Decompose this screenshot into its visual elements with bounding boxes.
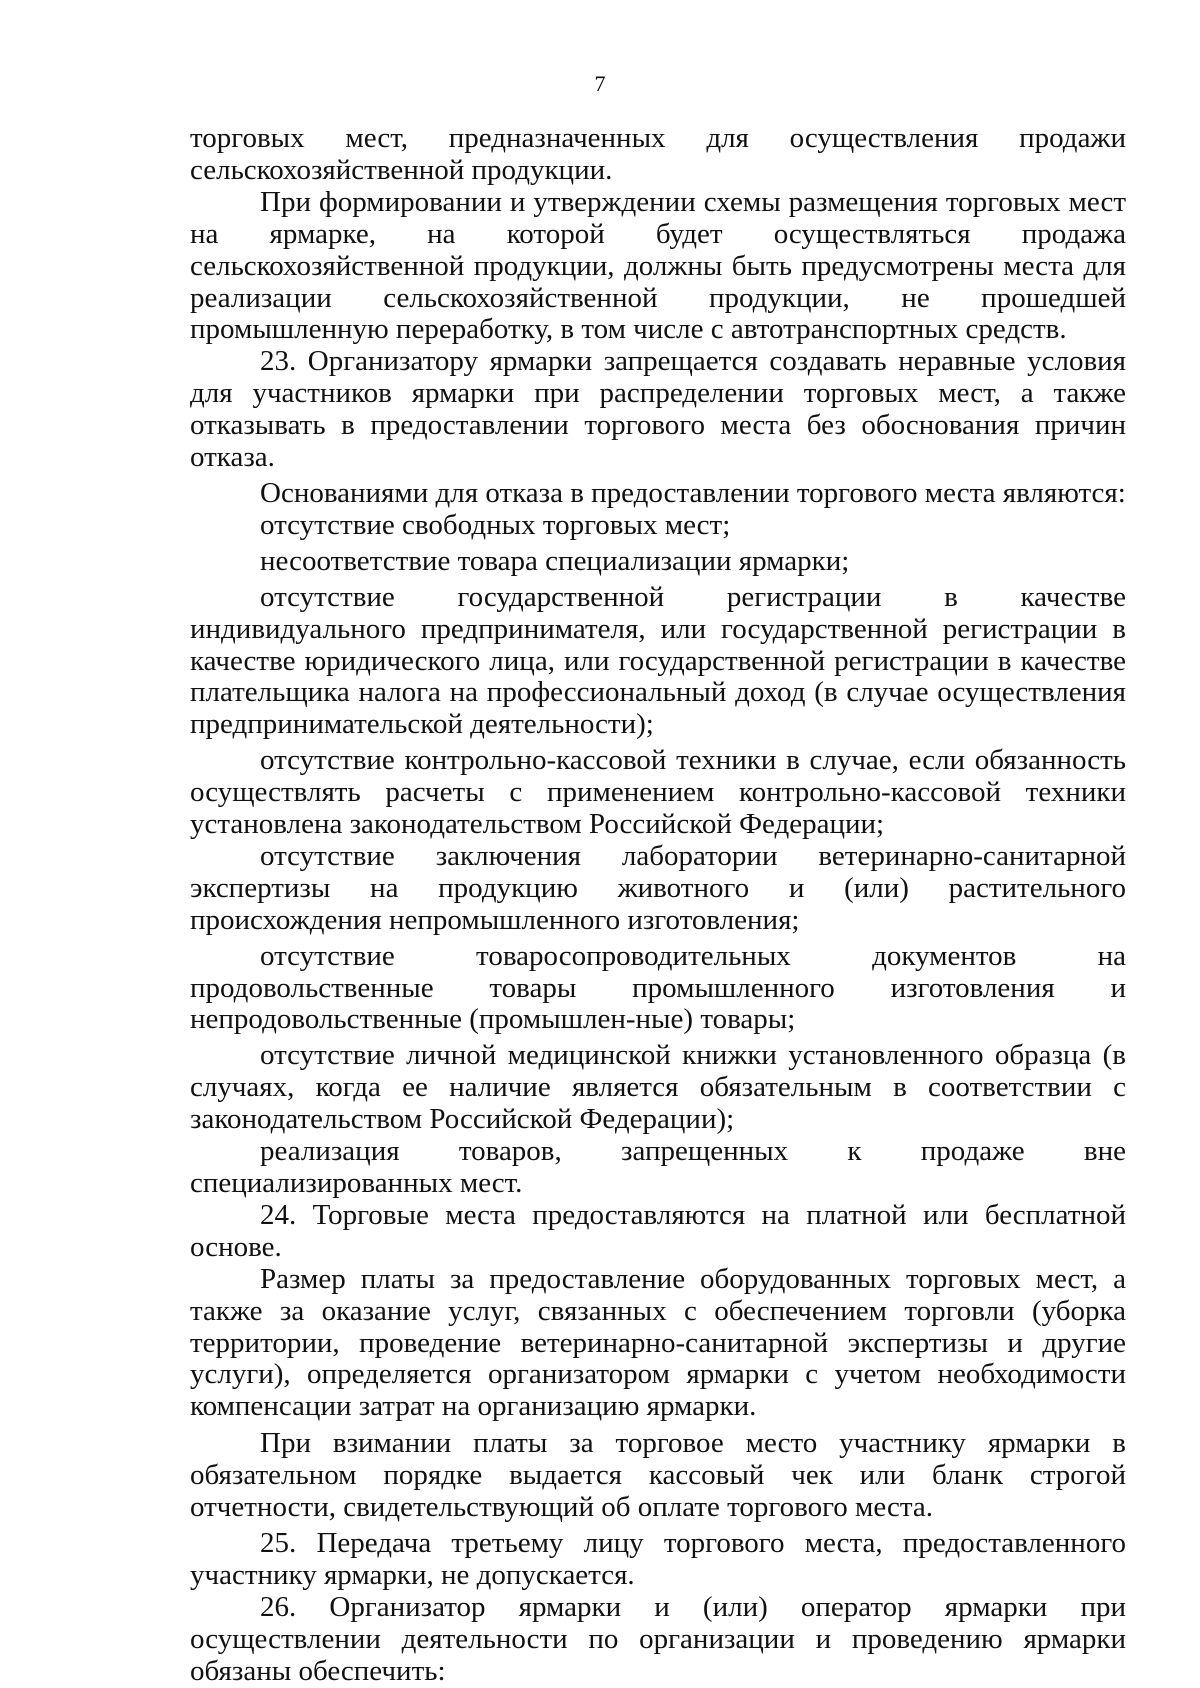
paragraph-item-24: 24. Торговые места предоставляются на платной или бесплатной основе. <box>190 1198 1126 1263</box>
list-item-no-lab-conclusion: отсутствие заключения лаборатории ветеринарно-санитарной экспертизы на продукцию животного и (или) растительного происхождения непромышленного изготовления; <box>190 839 1126 936</box>
list-item-no-free-places: отсутствие свободных торговых мест; <box>260 508 731 541</box>
list-item-specialization-mismatch: несоответствие товара специализации ярмарки; <box>260 544 850 577</box>
paragraph-refusal-grounds: Основаниями для отказа в предоставлении торгового места являются: <box>260 476 1126 509</box>
list-item-no-cash-register: отсутствие контрольно-кассовой техники в случае, если обязанность осуществлять расчеты с применением контрольно-кассовой техники установлена законодательством Российской Федерации; <box>190 744 1126 841</box>
page-number: 7 <box>594 71 606 96</box>
list-item-prohibited-goods: реализация товаров, запрещенных к продаже вне специализированных мест. <box>190 1135 1126 1199</box>
document-body <box>190 123 1126 1688</box>
paragraph-continuation: торговых мест, предназначенных для осуществления продажи сельскохозяйственной продукции. <box>190 122 1126 186</box>
list-item-no-medical-book: отсутствие личной медицинской книжки установленного образца (в случаях, когда ее наличие является обязательным в соответствии с законодательством Российской Федерации); <box>190 1039 1126 1136</box>
paragraph-item-26: 26. Организатор ярмарки и (или) оператор ярмарки при осуществлении деятельности по организации и проведению ярмарки обязаны обеспечить: <box>190 1590 1126 1687</box>
paragraph-fee-amount: Размер платы за предоставление оборудованных торговых мест, а также за оказание услуг, связанных с обеспечением торговли (уборка территории, проведение ветеринарно-санитарной экспертизы и другие услуги), определяется организатором ярмарки с учетом необходимости компенсации затрат на организацию ярмарки. <box>190 1262 1126 1423</box>
paragraph-fee-receipt: При взимании платы за торговое место участнику ярмарки в обязательном порядке выдается кассовый чек или бланк строгой отчетности, свидетельствующий об оплате торгового места. <box>190 1427 1126 1524</box>
paragraph-layout-scheme: При формировании и утверждении схемы размещения торговых мест на ярмарке, на которой будет осуществляться продажа сельскохозяйственной продукции, должны быть предусмотрены места для реализации сельскохозяйственной продукции, не прошедшей промышленную переработку, в том числе с автотранспортных средств. <box>190 185 1126 346</box>
paragraph-item-25: 25. Передача третьему лицу торгового места, предоставленного участнику ярмарки, не допускается. <box>190 1526 1126 1591</box>
list-item-no-shipping-documents: отсутствие товаросопроводительных документов на продовольственные товары промышленного изготовления и непродовольственные (промышлен-ные) товары; <box>190 939 1126 1036</box>
list-item-no-registration: отсутствие государственной регистрации в качестве индивидуального предпринимателя, или государственной регистрации в качестве юридического лица, или государственной регистрации в качестве плательщика налога на профессиональный доход (в случае осуществления предпринимательской деятельности); <box>190 580 1126 741</box>
paragraph-item-23: 23. Организатору ярмарки запрещается создавать неравные условия для участников ярмарки при распределении торговых мест, а также отказывать в предоставлении торгового места без обоснования причин отказа. <box>190 345 1126 474</box>
